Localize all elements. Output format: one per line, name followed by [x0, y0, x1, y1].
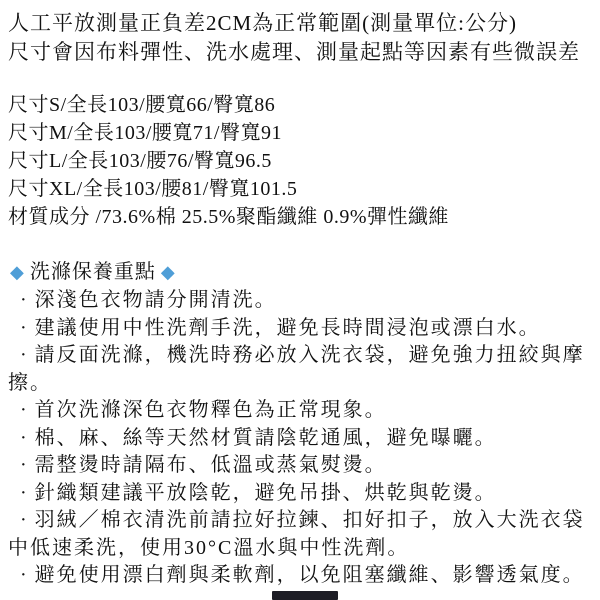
- care-heading-title: 洗滌保養重點: [29, 261, 156, 283]
- measurement-tolerance-note: 人工平放測量正負差2CM為正常範圍(測量單位:公分): [8, 11, 517, 35]
- care-item: [8, 507, 596, 562]
- diamond-icon: ◆: [160, 262, 176, 282]
- bullet-dot: ·: [20, 316, 29, 339]
- care-item-text: 需整燙時請隔布、低溫或蒸氣熨燙。: [34, 454, 387, 476]
- bullet-dot: ·: [20, 289, 29, 311]
- size-row-s: 尺寸S/全長103/腰寬66/臀寬86: [8, 94, 276, 116]
- material-composition: 材質成分 /73.6%棉 25.5%聚酯纖維 0.9%彈性纖維: [8, 206, 450, 228]
- next-image-top-fragment: [272, 591, 338, 600]
- care-item-text: 棉、麻、絲等天然材質請陰乾通風，避免曝曬。: [34, 426, 497, 449]
- care-item: [8, 425, 596, 453]
- bullet-dot: ·: [20, 481, 29, 504]
- bullet-dot: ·: [20, 344, 29, 366]
- bullet-dot: ·: [20, 564, 29, 586]
- bullet-dot: ·: [20, 509, 29, 531]
- care-item-text: 羽絨／棉衣清洗前請拉好拉鍊、扣好扣子，放入大洗衣袋中低速柔洗，使用30°C溫水與中性洗劑。: [8, 509, 585, 559]
- size-row-xl: 尺寸XL/全長103/腰81/臀寬101.5: [8, 178, 298, 200]
- care-item: [8, 342, 596, 397]
- care-item: [8, 315, 596, 343]
- care-item: [8, 480, 596, 508]
- care-instruction-list: [8, 287, 596, 590]
- diamond-icon: ◆: [10, 262, 25, 282]
- care-item-text: 深淺色衣物請分開清洗。: [34, 289, 277, 311]
- care-item-text: 避免使用漂白劑與柔軟劑，以免阻塞纖維、影響透氣度。: [34, 564, 585, 586]
- bullet-dot: ·: [20, 399, 29, 421]
- care-item-text: 建議使用中性洗劑手洗，避免長時間浸泡或漂白水。: [34, 316, 541, 339]
- care-item: [8, 287, 596, 315]
- care-item: [8, 562, 596, 590]
- care-item-text: 請反面洗滌，機洗時務必放入洗衣袋，避免強力扭絞與摩擦。: [8, 344, 585, 394]
- measurement-intro: [8, 9, 596, 67]
- bullet-dot: ·: [20, 454, 29, 476]
- bullet-dot: ·: [20, 426, 29, 449]
- size-spec-list: [8, 91, 596, 231]
- care-item: [8, 452, 596, 480]
- size-row-m: 尺寸M/全長103/腰寬71/臀寬91: [8, 122, 282, 144]
- care-item-text: 針織類建議平放陰乾，避免吊掛、烘乾與乾燙。: [34, 481, 497, 504]
- care-section-heading: [8, 257, 596, 287]
- care-item: [8, 397, 596, 425]
- size-row-l: 尺寸L/全長103/腰76/臀寬96.5: [8, 150, 272, 172]
- care-item-text: 首次洗滌深色衣物釋色為正常現象。: [34, 399, 387, 421]
- measurement-disclaimer: 尺寸會因布料彈性、洗水處理、測量起點等因素有些微誤差: [8, 40, 580, 64]
